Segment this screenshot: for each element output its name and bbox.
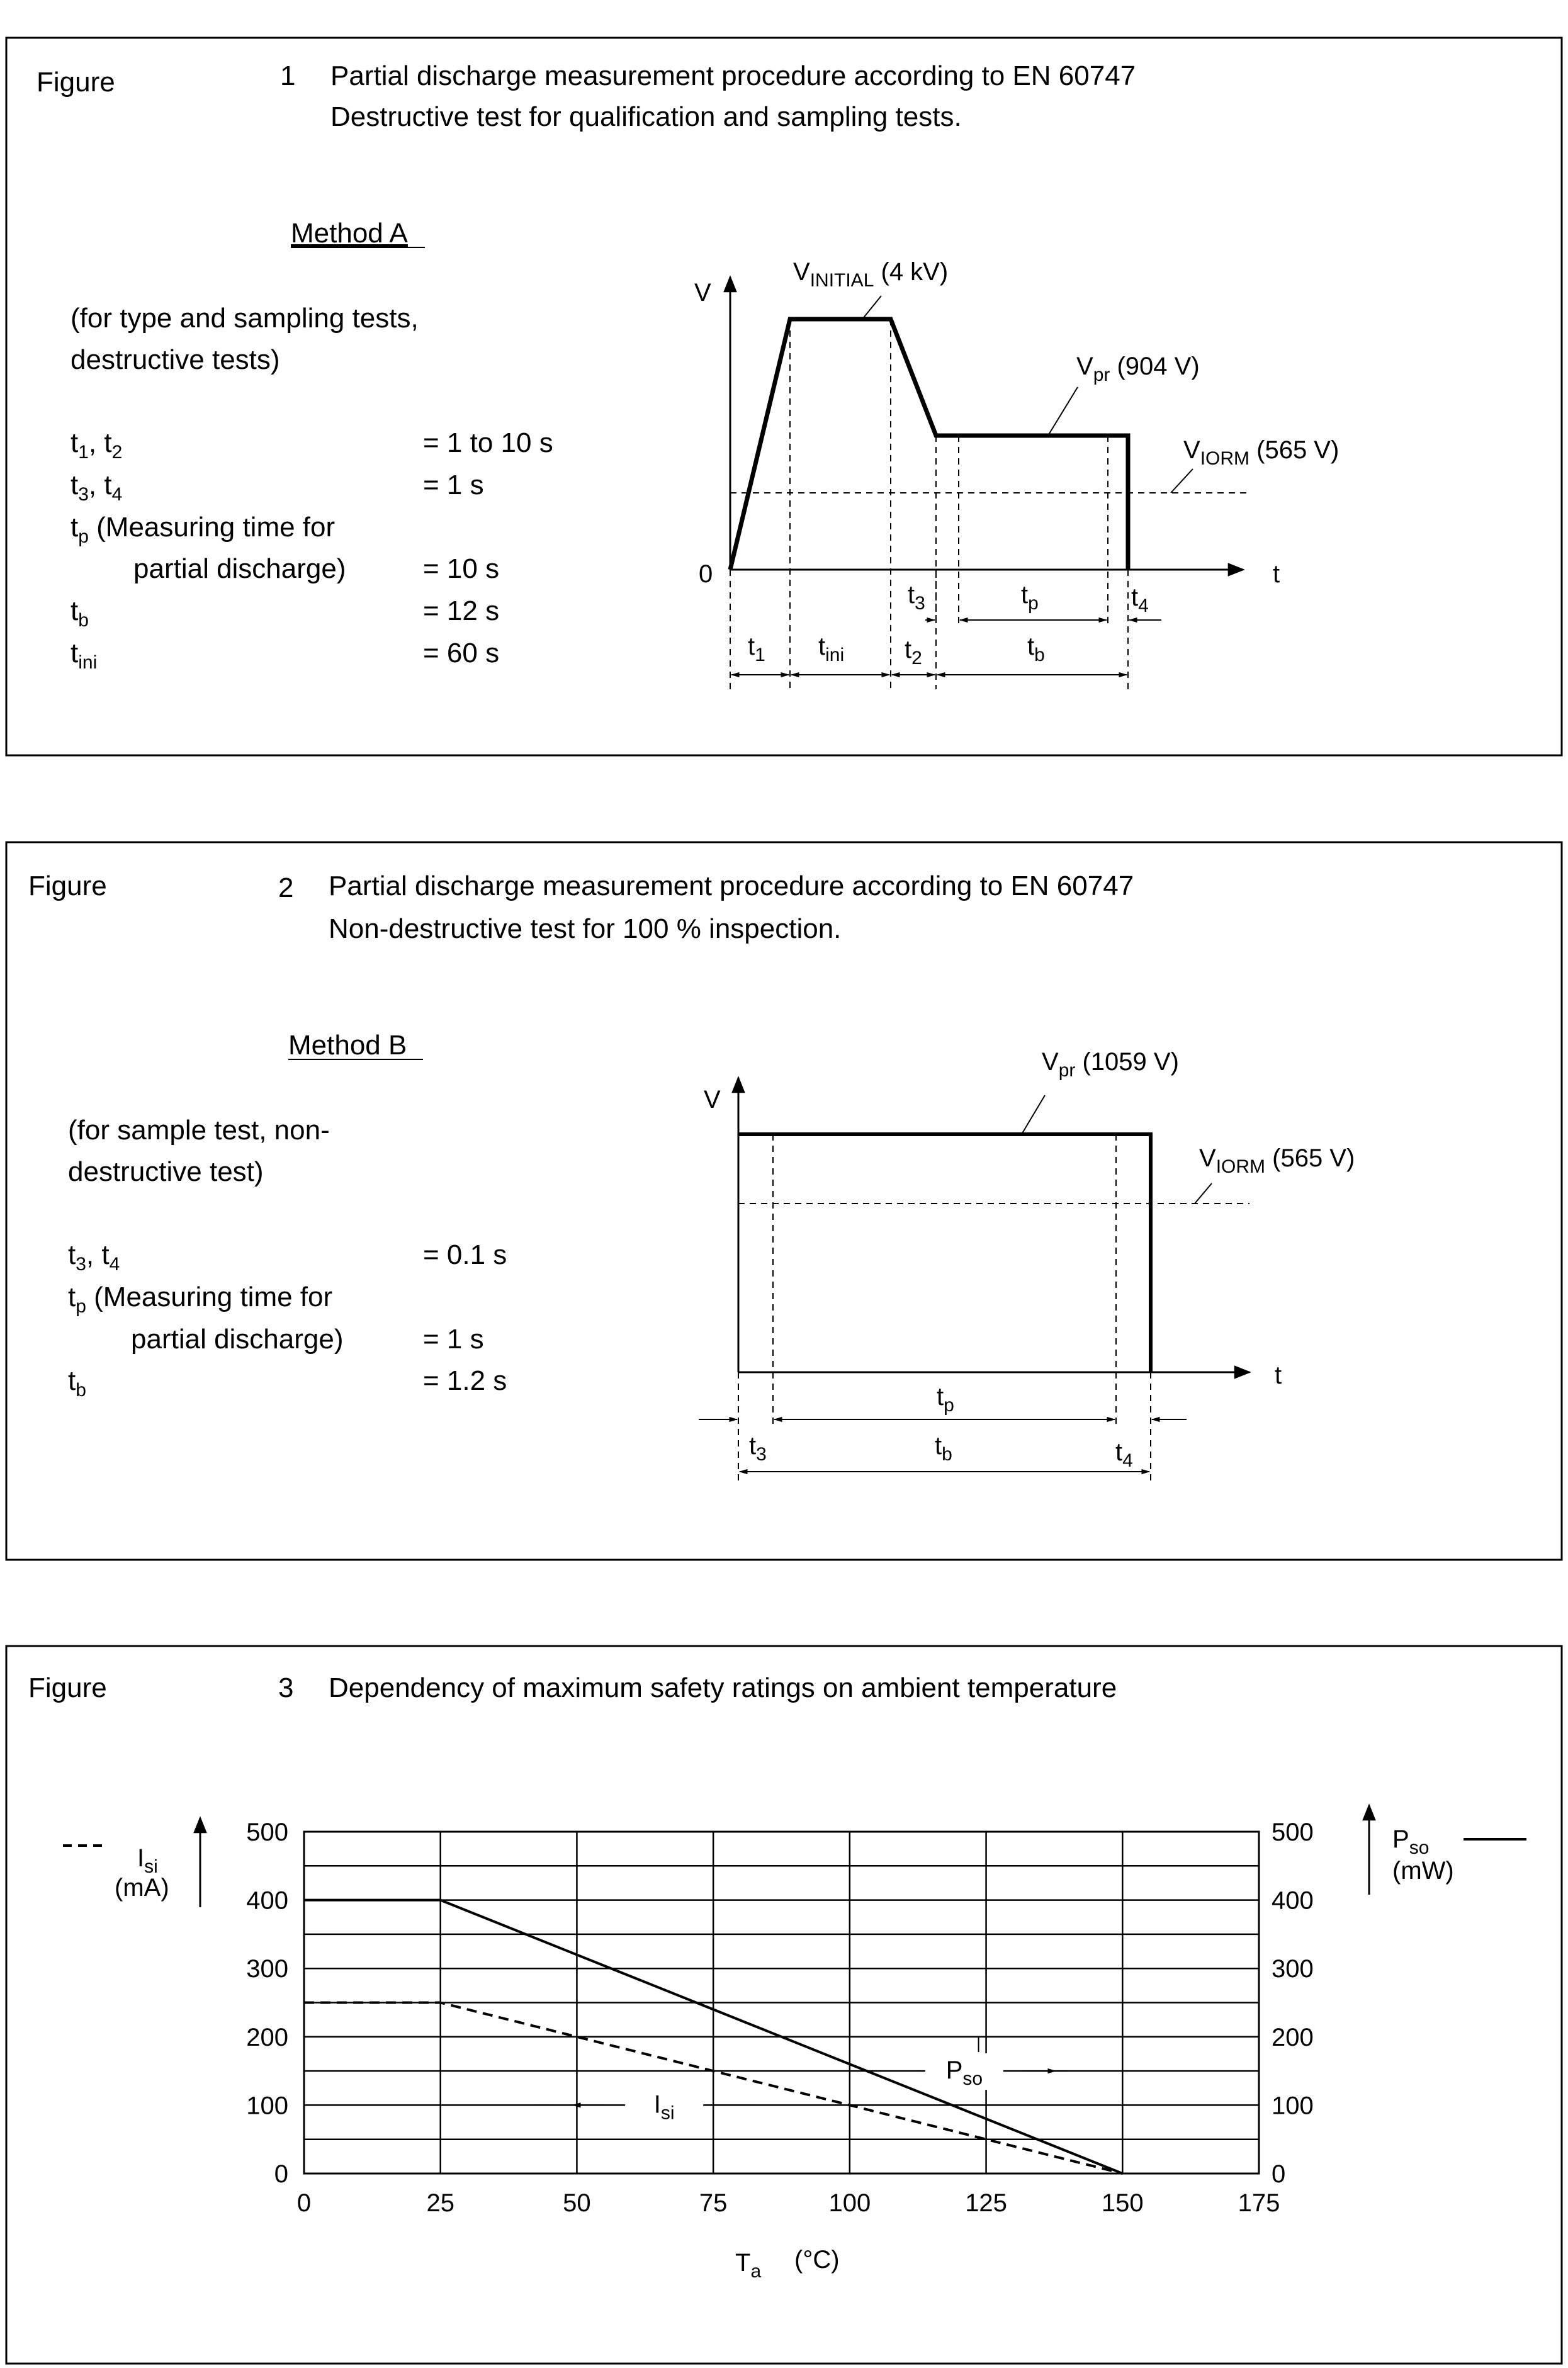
segment-label: $t_b$ xyxy=(1027,633,1045,665)
segment-label: $t_p$ xyxy=(937,1383,954,1416)
right-axis-label: $P_{so}$ xyxy=(1392,1825,1430,1858)
param-value: = 1.2 s xyxy=(423,1365,507,1396)
param-label: partial discharge) xyxy=(133,553,346,584)
figure-2 xyxy=(6,842,1562,1560)
figure-1-frame xyxy=(6,38,1562,755)
param-value: = 12 s xyxy=(423,595,500,626)
left-axis-unit: (mA) xyxy=(115,1874,169,1902)
figure-3 xyxy=(6,1646,1562,2364)
figure-2-param-list xyxy=(68,1239,507,1401)
y2-tick-label: 100 xyxy=(1272,2092,1314,2120)
param-label: partial discharge) xyxy=(131,1324,344,1355)
y2-tick-label: 400 xyxy=(1272,1886,1314,1915)
segment-label: $t_1$ xyxy=(748,633,765,665)
vinitial-label: $V_{INITIAL}$ (4 kV) xyxy=(793,258,949,291)
viorm-label: $V_{IORM}$ (565 V) xyxy=(1183,436,1340,469)
vinitial-leader xyxy=(862,296,881,319)
figure-3-title: Dependency of maximum safety ratings on ambient temperature xyxy=(329,1672,1117,1703)
vpr-leader xyxy=(1022,1095,1045,1134)
x-tick-label: 75 xyxy=(699,2189,728,2217)
figure-3-number: 3 xyxy=(278,1672,294,1703)
y-tick-label: 100 xyxy=(246,2092,288,2120)
figure-2-title-line2: Non-destructive test for 100 % inspection. xyxy=(329,913,842,944)
x-tick-label: 175 xyxy=(1238,2189,1280,2217)
figure-2-title-line1: Partial discharge measurement procedure according to EN 60747 xyxy=(329,871,1134,901)
y-tick-label: 400 xyxy=(246,1886,288,1915)
param-value: = 60 s xyxy=(423,638,500,668)
y2-tick-label: 200 xyxy=(1272,2023,1314,2051)
figure-3-label: Figure xyxy=(28,1672,107,1703)
x-tick-label: 125 xyxy=(965,2189,1007,2217)
segment-label: $t_b$ xyxy=(935,1432,952,1465)
y2-tick-label: 0 xyxy=(1272,2160,1286,2188)
y-axis-label: V xyxy=(704,1086,721,1114)
safety-rating-chart xyxy=(246,1818,1314,2217)
isi-curve-label: $I_{si}$ xyxy=(653,2090,675,2124)
param-value: = 1 to 10 s xyxy=(423,427,553,458)
segment-label: $t_4$ xyxy=(1131,584,1149,616)
x-tick-label: 25 xyxy=(426,2189,454,2217)
x-tick-label: 50 xyxy=(563,2189,591,2217)
x-axis-label: t xyxy=(1273,560,1280,588)
param-label: $t_p$ (Measuring time for xyxy=(71,512,336,547)
figure-1-note-line1: (for type and sampling tests, xyxy=(71,303,419,334)
figure-1 xyxy=(6,38,1562,755)
y2-tick-label: 300 xyxy=(1272,1955,1314,1983)
figure-2-note-line2: destructive test) xyxy=(68,1156,264,1187)
segment-label: $t_3$ xyxy=(749,1432,767,1465)
figure-2-frame xyxy=(6,842,1562,1560)
x-axis-unit: (°C) xyxy=(794,2246,840,2274)
x-axis-label: t xyxy=(1275,1362,1282,1389)
segment-label: $t_3$ xyxy=(908,581,925,614)
figure-2-method: Method B xyxy=(288,1030,407,1061)
param-label: $t_b$ xyxy=(71,595,89,631)
param-value: = 1 s xyxy=(423,470,484,500)
segment-label: $t_2$ xyxy=(905,636,922,668)
figure-1-title-line2: Destructive test for qualification and sampling tests. xyxy=(330,101,962,132)
left-axis-label: $I_{si}$ xyxy=(137,1844,158,1877)
origin-label: 0 xyxy=(699,560,713,588)
viorm-leader xyxy=(1195,1183,1212,1204)
method-a-diagram xyxy=(694,258,1339,689)
param-value: = 10 s xyxy=(423,553,500,584)
figure-3-frame xyxy=(6,1646,1562,2364)
right-axis-unit: (mW) xyxy=(1392,1857,1454,1885)
y-tick-label: 300 xyxy=(246,1955,288,1983)
param-value: = 0.1 s xyxy=(423,1239,507,1270)
segment-label: $t_4$ xyxy=(1115,1438,1133,1471)
param-label: $t_{ini}$ xyxy=(71,638,98,673)
figure-1-title-line1: Partial discharge measurement procedure according to EN 60747 xyxy=(330,60,1136,91)
y2-tick-label: 500 xyxy=(1272,1818,1314,1846)
x-axis-label: $T_a$ xyxy=(735,2249,762,2282)
figure-1-method: Method A xyxy=(291,218,408,249)
method-b-diagram xyxy=(699,1048,1355,1486)
vpr-label: $V_{pr}$ (1059 V) xyxy=(1042,1048,1179,1081)
param-label: $t_1$, $t_2$ xyxy=(71,427,123,463)
figure-2-note-line1: (for sample test, non- xyxy=(68,1115,330,1146)
param-value: = 1 s xyxy=(423,1324,484,1355)
segment-label: $t_p$ xyxy=(1021,581,1039,614)
figure-1-number: 1 xyxy=(280,60,296,91)
figure-1-param-list xyxy=(71,427,553,673)
param-label: $t_p$ (Measuring time for xyxy=(68,1282,333,1317)
figure-1-label: Figure xyxy=(37,67,115,98)
x-tick-label: 100 xyxy=(828,2189,871,2217)
figure-1-note-line2: destructive tests) xyxy=(71,344,280,375)
vpr-leader xyxy=(1048,387,1078,436)
param-label: $t_3$, $t_4$ xyxy=(71,470,123,505)
figure-2-label: Figure xyxy=(28,871,107,901)
vpr-label: $V_{pr}$ (904 V) xyxy=(1076,352,1200,385)
param-label: $t_3$, $t_4$ xyxy=(68,1239,120,1275)
viorm-label: $V_{IORM}$ (565 V) xyxy=(1199,1144,1355,1177)
x-tick-label: 150 xyxy=(1101,2189,1144,2217)
test-voltage-profile xyxy=(738,1134,1151,1372)
viorm-leader xyxy=(1171,469,1193,493)
segment-label: $t_{ini}$ xyxy=(818,633,845,665)
figure-2-number: 2 xyxy=(278,872,294,903)
y-tick-label: 0 xyxy=(274,2160,288,2188)
pso-curve-label: $P_{so}$ xyxy=(945,2056,983,2090)
y-tick-label: 500 xyxy=(246,1818,288,1846)
x-tick-label: 0 xyxy=(296,2189,312,2217)
param-label: $t_b$ xyxy=(68,1365,86,1401)
y-axis-label: V xyxy=(694,279,711,307)
y-tick-label: 200 xyxy=(246,2023,288,2051)
